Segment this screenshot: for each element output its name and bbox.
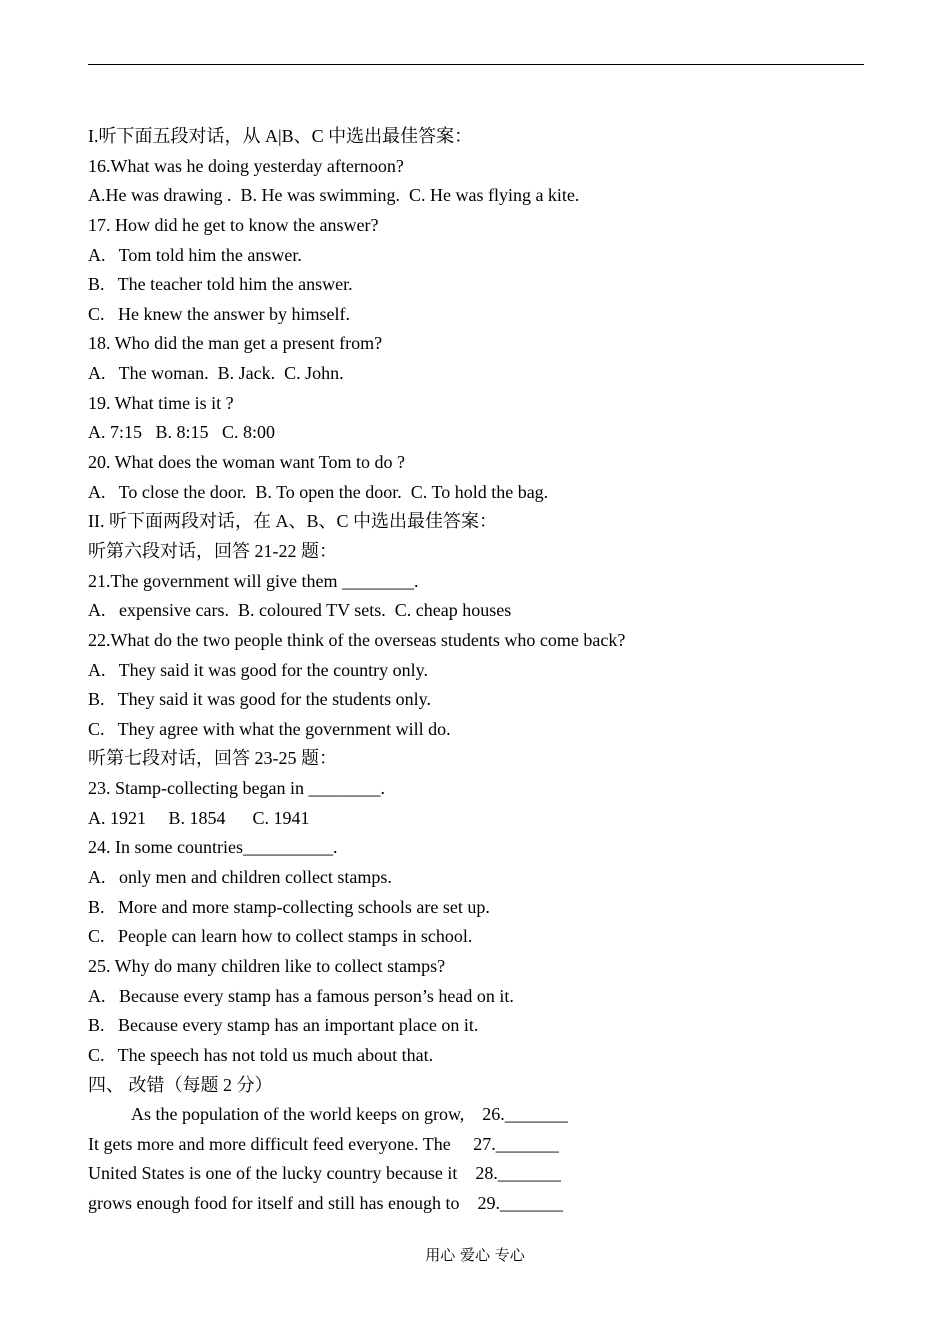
proofreading-line-27: It gets more and more difficult feed everyone. The 27._______ xyxy=(88,1133,559,1154)
question-17-option-b: B. The teacher told him the answer. xyxy=(88,274,353,295)
document-body xyxy=(88,122,868,1219)
question-19-options: A. 7:15 B. 8:15 C. 8:00 xyxy=(88,422,276,443)
question-16: 16.What was he doing yesterday afternoon? xyxy=(88,155,404,176)
question-17-option-c: C. He knew the answer by himself. xyxy=(88,303,350,324)
question-24-option-c: C. People can learn how to collect stamps in school. xyxy=(88,926,473,947)
question-22-option-a: A. They said it was good for the country only. xyxy=(88,659,428,680)
header-rule xyxy=(88,64,864,65)
question-22: 22.What do the two people think of the overseas students who come back? xyxy=(88,629,626,650)
question-23: 23. Stamp-collecting began in ________. xyxy=(88,778,385,799)
question-23-options: A. 1921 B. 1854 C. 1941 xyxy=(88,807,310,828)
proofreading-line-26: As the population of the world keeps on grow, 26._______ xyxy=(131,1104,568,1125)
section-1-heading: I.听下面五段对话，从 A|B、C 中选出最佳答案： xyxy=(88,126,473,146)
question-16-options: A.He was drawing . B. He was swimming. C. He was flying a kite. xyxy=(88,185,580,206)
question-20-options: A. To close the door. B. To open the door. C. To hold the bag. xyxy=(88,481,549,502)
question-18: 18. Who did the man get a present from? xyxy=(88,333,383,354)
question-24: 24. In some countries__________. xyxy=(88,837,338,858)
question-21: 21.The government will give them ________. xyxy=(88,570,419,591)
question-25: 25. Why do many children like to collect stamps? xyxy=(88,955,446,976)
page-footer: 用心 爱心 专心 xyxy=(425,1246,525,1264)
proofreading-line-28: United States is one of the lucky country because it 28._______ xyxy=(88,1163,561,1184)
question-25-option-a: A. Because every stamp has a famous person’s head on it. xyxy=(88,985,514,1006)
question-25-option-c: C. The speech has not told us much about that. xyxy=(88,1044,434,1065)
question-18-options: A. The woman. B. Jack. C. John. xyxy=(88,363,344,384)
question-17-option-a: A. Tom told him the answer. xyxy=(88,244,302,265)
question-22-option-b: B. They said it was good for the students only. xyxy=(88,689,431,710)
section-2-heading: II. 听下面两段对话，在 A、B、C 中选出最佳答案： xyxy=(88,511,497,532)
question-24-option-a: A. only men and children collect stamps. xyxy=(88,867,392,888)
question-22-option-c: C. They agree with what the government will do. xyxy=(88,718,451,739)
question-17: 17. How did he get to know the answer? xyxy=(88,214,379,235)
section-4-heading: 四、 改错（每题 2 分） xyxy=(88,1074,273,1095)
question-21-options: A. expensive cars. B. coloured TV sets. C. cheap houses xyxy=(88,600,512,621)
proofreading-line-29: grows enough food for itself and still has enough to 29._______ xyxy=(88,1193,563,1214)
question-24-option-b: B. More and more stamp-collecting schools are set up. xyxy=(88,896,490,917)
question-19: 19. What time is it ? xyxy=(88,392,234,413)
dialogue-7-heading: 听第七段对话，回答 23-25 题： xyxy=(88,748,337,769)
question-20: 20. What does the woman want Tom to do ? xyxy=(88,452,406,473)
dialogue-6-heading: 听第六段对话，回答 21-22 题： xyxy=(88,540,337,561)
question-25-option-b: B. Because every stamp has an important place on it. xyxy=(88,1015,479,1036)
